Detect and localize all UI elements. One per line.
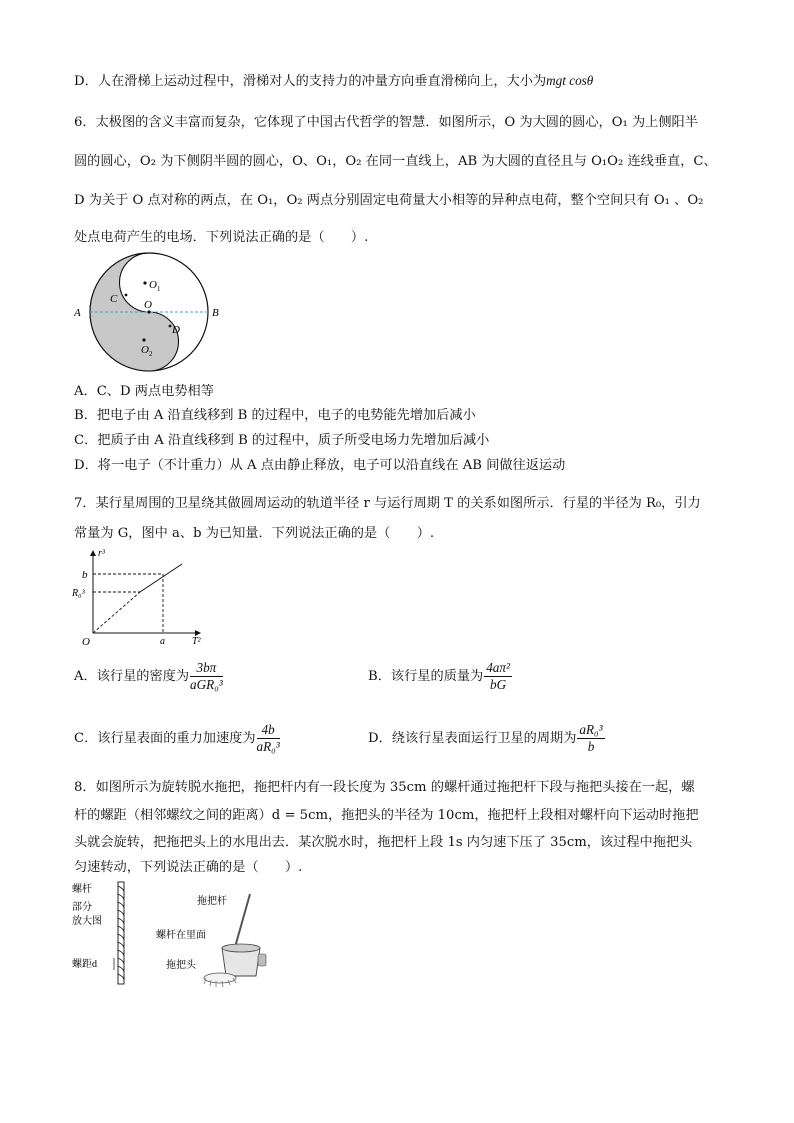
partial-label: 部分 (72, 902, 92, 913)
q6-option-b: B．把电子由 A 沿直线移到 B 的过程中，电子的电势能先增加后减小 (74, 408, 476, 423)
label-o2-sub: 2 (149, 350, 153, 358)
q7-option-a-text: A．该行星的密度为 (74, 669, 190, 684)
label-b: B (212, 307, 219, 319)
q8-stem-line4: 匀速转动，下列说法正确的是（ ）. (74, 860, 303, 875)
enlarged-label: 放大图 (72, 916, 102, 927)
label-c: C (110, 293, 118, 305)
q7-option-b-numerator: 4aπ² (486, 660, 510, 675)
mop-rod-label: 拖把杆 (197, 896, 227, 907)
q7-option-b (368, 660, 513, 693)
pitch-label: 螺距d (72, 959, 97, 970)
q6-option-a: A．C、D 两点电势相等 (74, 384, 214, 399)
r0-cube-label: R₀³ (72, 588, 85, 599)
label-o2: O (141, 344, 149, 356)
point-o2 (142, 338, 145, 341)
q6-stem-line2: 圆的圆心，O₂ 为下侧阴半圆的圆心，O、O₁，O₂ 在同一直线上，AB 为大圆的直径且与 O₁O₂ 连线垂直，C、 (74, 154, 717, 169)
screw-label: 螺杆 (72, 884, 92, 895)
label-o: O (144, 299, 152, 311)
q6-stem-line4: 处点电荷产生的电场．下列说法正确的是（ ）. (74, 230, 369, 245)
origin-label: O (82, 636, 90, 647)
point-c (125, 294, 128, 297)
q5-option-d-text: D．人在滑梯上运动过程中，滑梯对人的支持力的冲量方向垂直滑梯向上，大小为 (74, 74, 547, 89)
label-a: A (74, 307, 81, 319)
bucket-handle (258, 954, 266, 966)
q6-option-c: C．把质子由 A 沿直线移到 B 的过程中，质子所受电场力先增加后减小 (74, 433, 490, 448)
q6-option-d: D．将一电子（不计重力）从 A 点由静止释放，电子可以沿直线在 AB 间做往返运动 (74, 458, 566, 473)
q8-stem-line2: 杆的螺距（相邻螺纹之间的距离）d = 5cm，拖把头的半径为 10cm，拖把杆上段相对螺杆向下运动时拖把 (74, 808, 699, 823)
label-o1-sub: 1 (157, 285, 161, 293)
q6-stem-line3: D 为关于 O 点对称的两点，在 O₁，O₂ 两点分别固定电荷量大小相等的异种点电荷，整个空间只有 O₁ 、O₂ (74, 193, 704, 208)
label-d: D (172, 324, 180, 336)
q7-option-a (74, 660, 224, 693)
mop-head (204, 973, 236, 983)
q7-option-d-denominator: b (587, 739, 595, 754)
a-label: a (160, 636, 165, 647)
q7-option-a-denominator: aGR₀³ (190, 677, 223, 692)
data-line (140, 564, 182, 592)
q7-option-d-numerator: aR₀³ (579, 722, 603, 737)
label-o1: O (149, 279, 157, 291)
q6-stem-line1: 6．太极图的含义丰富而复杂，它体现了中国古代哲学的智慧．如图所示，O 为大圆的圆心，O₁ 为上侧阳半 (74, 115, 698, 130)
q7-option-c-denominator: aR₀³ (256, 739, 280, 754)
mop-figure (70, 880, 280, 992)
bucket-rim (222, 944, 260, 952)
q8-stem-line3: 头就会旋转，把拖把头上的水甩出去．某次脱水时，拖把杆上段 1s 内匀速下压了 35cm，该过程中拖把头 (74, 835, 693, 850)
q5-option-d-formula: mgt cosθ (546, 73, 594, 88)
q7-stem-line1: 7．某行星周围的卫星绕其做圆周运动的轨道半径 r 与运行周期 T 的关系如图所示．行星的半径为 R₀，引力 (74, 496, 701, 511)
x-axis-label: T² (192, 636, 201, 647)
q7-option-c-numerator: 4b (257, 722, 280, 739)
extension-dashed-line (93, 592, 140, 633)
q8-stem-line1: 8．如图所示为旋转脱水拖把，拖把杆内有一段长度为 35cm 的螺杆通过拖把杆下段与拖把头接在一起，螺 (74, 780, 695, 795)
q7-option-b-text: B．该行星的质量为 (368, 669, 484, 684)
mop-head-label: 拖把头 (166, 960, 196, 971)
screw-inside-label: 螺杆在里面 (156, 930, 206, 941)
q7-option-a-numerator: 3bπ (190, 660, 223, 677)
q5-option-d (74, 71, 593, 92)
point-d (169, 325, 172, 328)
q7-option-d-text: D．绕该行星表面运行卫星的周期为 (368, 731, 577, 746)
r3-t2-graph (70, 545, 220, 647)
taiji-figure (68, 250, 228, 380)
y-axis-label: r³ (98, 548, 105, 559)
q7-stem-line2: 常量为 G，图中 a、b 为已知量．下列说法正确的是（ ）. (74, 526, 435, 541)
b-label: b (82, 569, 88, 581)
point-o1 (143, 281, 146, 284)
q7-option-c (74, 722, 281, 755)
q7-option-b-denominator: bG (490, 677, 507, 692)
q7-option-c-text: C．该行星表面的重力加速度为 (74, 731, 256, 746)
q7-option-d (368, 722, 606, 755)
